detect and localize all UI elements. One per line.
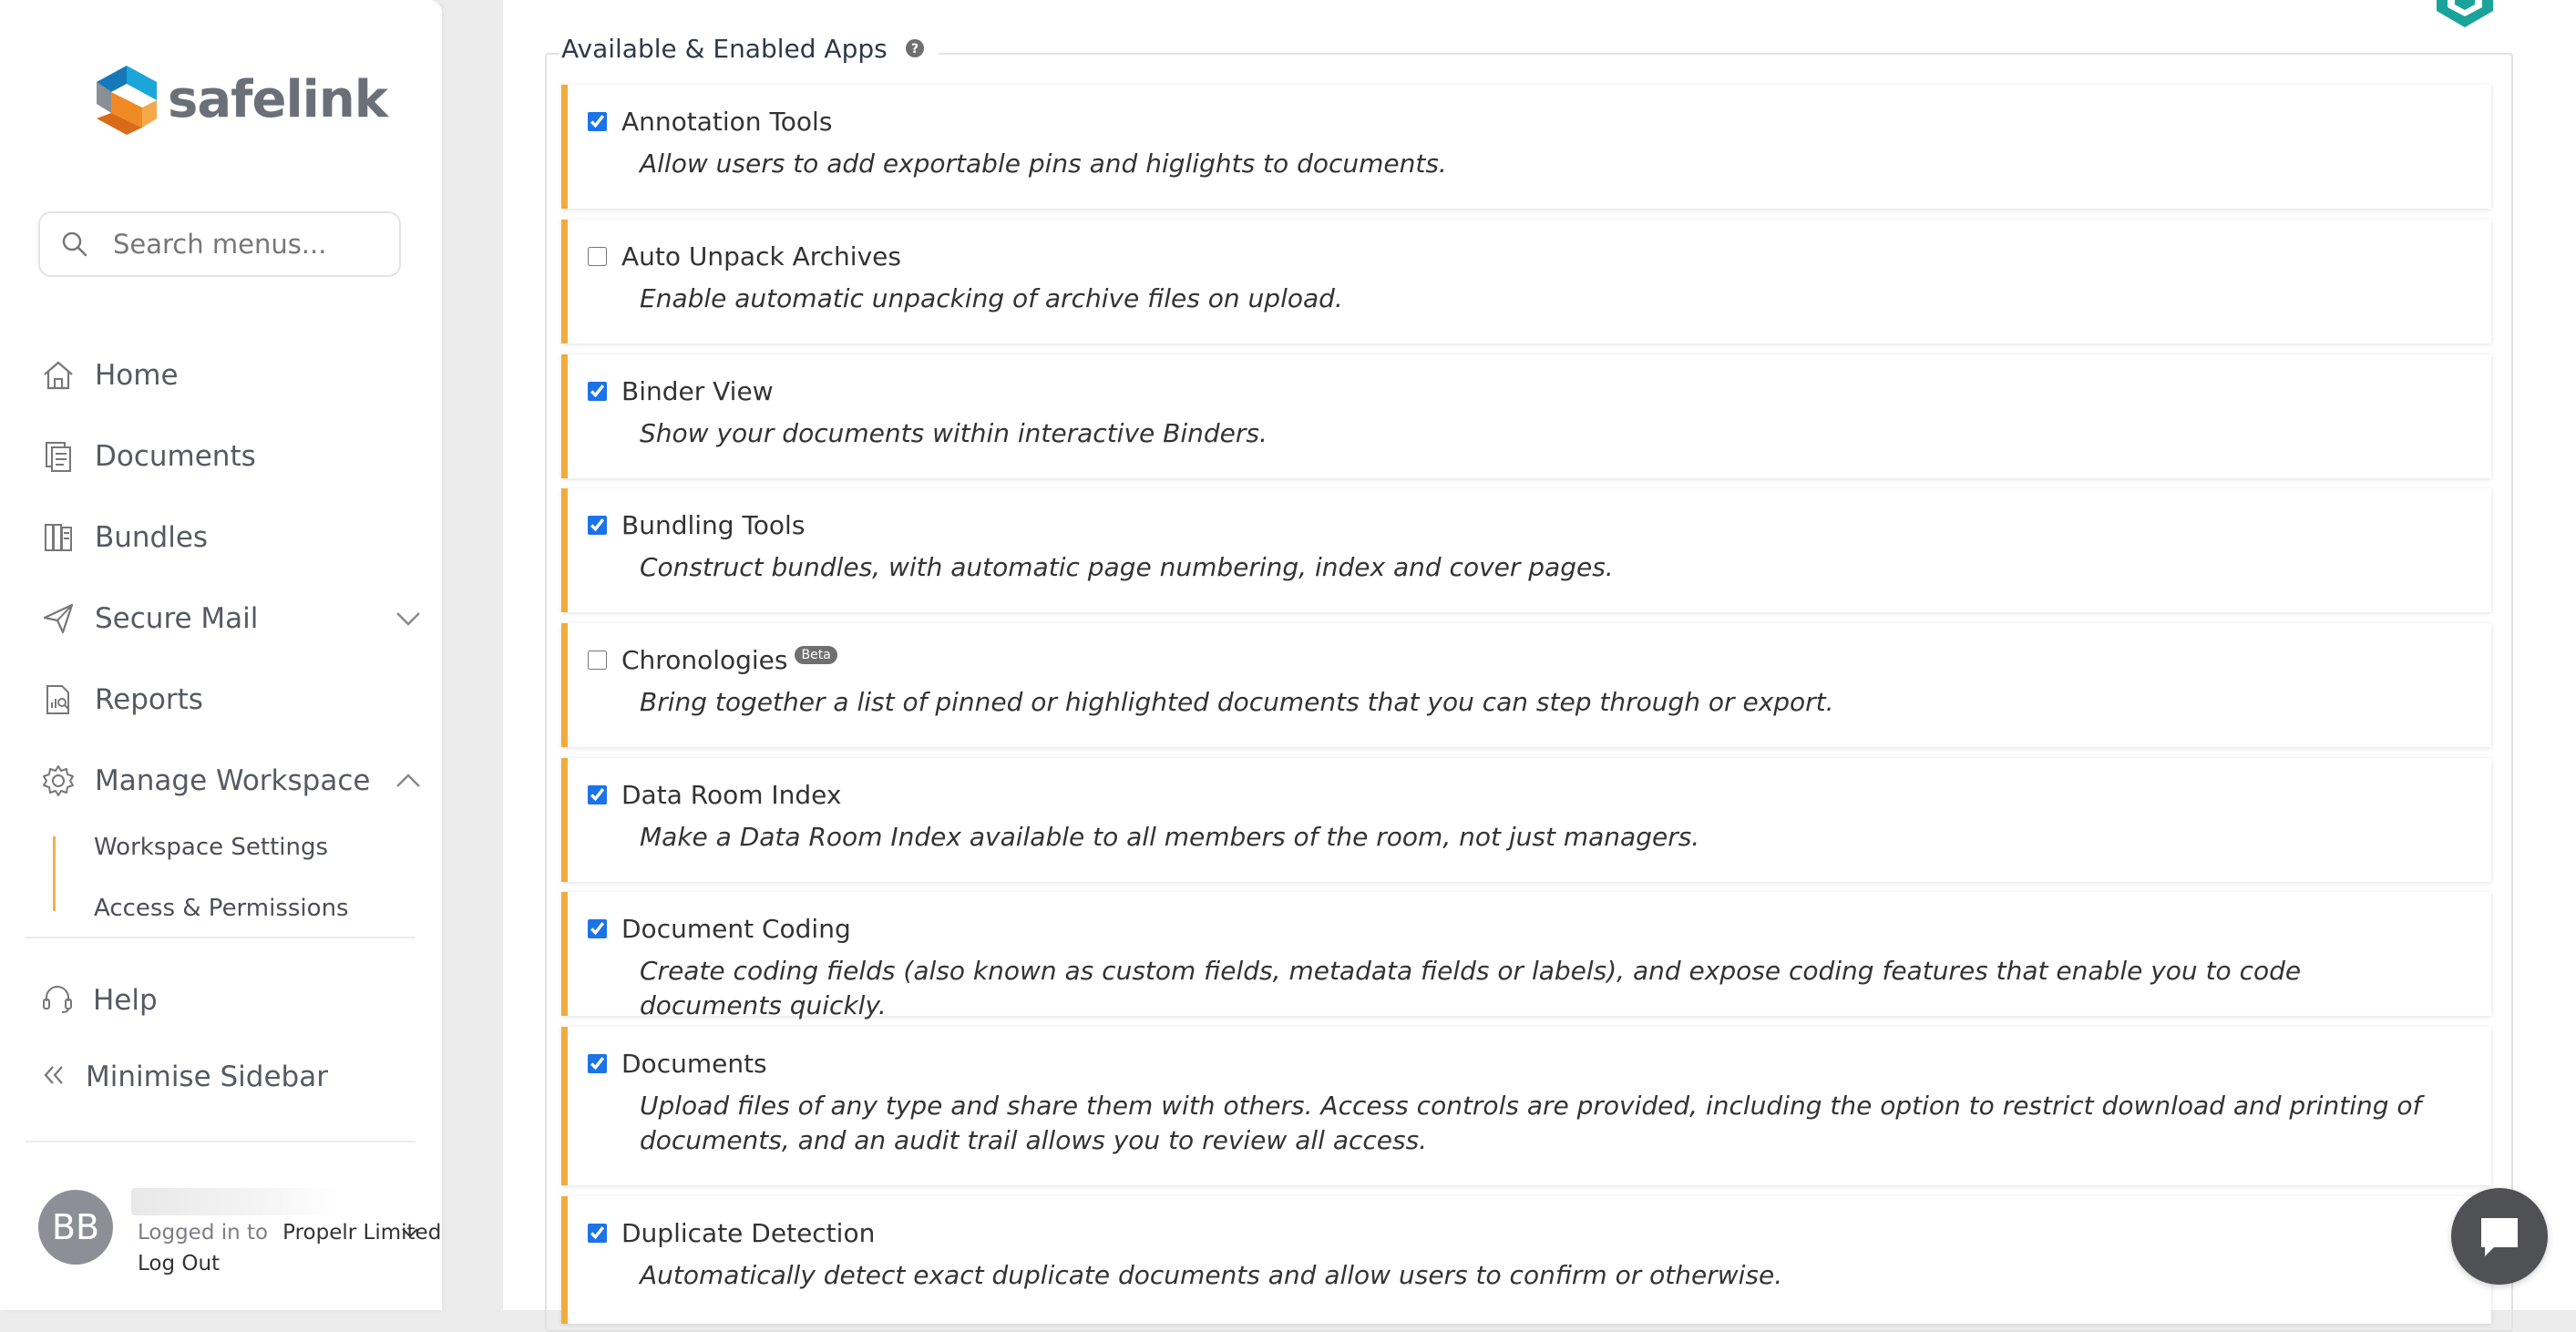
user-name-redacted: [131, 1188, 341, 1215]
home-icon: [40, 357, 77, 394]
app-description: Bring together a list of pinned or highlighted documents that you can step through or export.: [640, 687, 1834, 717]
search-box[interactable]: [38, 211, 401, 277]
headset-icon: [40, 981, 75, 1019]
app-enable-checkbox[interactable]: [588, 919, 607, 938]
chat-icon: [2474, 1211, 2525, 1262]
nav-workspace-settings[interactable]: Workspace Settings: [94, 834, 329, 861]
question-circle-icon[interactable]: [904, 37, 926, 59]
app-description: Automatically detect exact duplicate documents and allow users to confirm or otherwise.: [640, 1260, 1783, 1290]
main-content: [503, 0, 2576, 1310]
nav-secure-mail-label: Secure Mail: [95, 602, 259, 635]
nav-reports[interactable]: [40, 672, 423, 727]
manage-workspace-submenu: [53, 834, 420, 922]
section-title: Available & Enabled Apps: [561, 33, 888, 64]
bundles-icon: [40, 519, 77, 556]
logout-link[interactable]: Log Out: [138, 1252, 221, 1276]
minimise-sidebar-button[interactable]: [40, 1050, 328, 1104]
app-badge-icon: [2433, 0, 2497, 27]
sidebar: [0, 0, 442, 1310]
nav-manage-workspace-label: Manage Workspace: [95, 764, 371, 797]
app-description: Make a Data Room Index available to all members of the room, not just managers.: [640, 822, 1700, 852]
app-title: Annotation Tools: [621, 107, 833, 137]
double-chevron-left-icon: [40, 1061, 67, 1092]
chat-button[interactable]: [2451, 1188, 2548, 1285]
app-title: Duplicate Detection: [621, 1218, 876, 1248]
minimise-sidebar-label: Minimise Sidebar: [86, 1060, 328, 1093]
app-title: Document Coding: [621, 914, 851, 944]
reports-icon: [40, 681, 77, 718]
chevron-down-icon[interactable]: [394, 604, 423, 633]
avatar[interactable]: BB: [38, 1190, 113, 1265]
app-enable-checkbox[interactable]: [588, 382, 607, 401]
brand-name: safelink: [168, 69, 387, 129]
app-enable-checkbox[interactable]: [588, 785, 607, 804]
nav-bundles-label: Bundles: [95, 521, 209, 554]
app-card: [561, 1027, 2491, 1185]
app-card-header: [588, 107, 832, 137]
app-enable-checkbox[interactable]: [588, 1054, 607, 1073]
app-title: Auto Unpack Archives: [621, 241, 901, 272]
safelink-logo-icon: [93, 62, 160, 137]
nav-access-permissions[interactable]: Access & Permissions: [94, 895, 349, 922]
app-description: Enable automatic unpacking of archive files on upload.: [640, 283, 1343, 313]
nav-help[interactable]: [40, 973, 158, 1028]
app-card: [561, 85, 2491, 209]
search-icon: [60, 230, 89, 259]
documents-icon: [40, 438, 77, 475]
app-description: Create coding fields (also known as custom fields, metadata fields or labels), and expose coding features that enable you to code documents quickly.: [640, 956, 2302, 1020]
app-card: [561, 1196, 2491, 1324]
app-card-header: [588, 914, 851, 944]
apps-legend: [559, 33, 939, 64]
app-description: Allow users to add exportable pins and higlights to documents.: [640, 149, 1447, 179]
app-card: [561, 892, 2491, 1020]
app-card-header: [588, 376, 774, 406]
app-card-header: [588, 645, 837, 675]
svg-text:?: ?: [910, 42, 919, 56]
organisation-name: Propelr Limited: [282, 1221, 442, 1245]
nav-help-label: Help: [93, 984, 158, 1017]
nav-reports-label: Reports: [95, 683, 203, 716]
chevron-up-icon[interactable]: [394, 766, 423, 795]
nav-home[interactable]: [40, 348, 423, 403]
app-description: Show your documents within interactive Binders.: [640, 418, 1267, 448]
app-card: [561, 488, 2491, 612]
sidebar-divider: [26, 937, 416, 938]
send-icon: [40, 600, 77, 637]
beta-badge: Beta: [795, 646, 836, 664]
nav-secure-mail[interactable]: [40, 591, 423, 646]
workspace-switcher[interactable]: [138, 1221, 442, 1245]
app-title: Bundling Tools: [621, 510, 806, 540]
nav-manage-workspace[interactable]: [40, 753, 423, 808]
app-title: Data Room Index: [621, 780, 842, 810]
app-card-header: [588, 241, 901, 272]
app-card: [561, 758, 2491, 882]
safelink-logo[interactable]: [93, 60, 387, 138]
app-card: [561, 623, 2491, 747]
nav-documents-label: Documents: [95, 440, 256, 473]
app-description: Upload files of any type and share them with others. Access controls are provided, including the option to restrict download and printing of documents, and an audit trail allows you to review all access.: [640, 1091, 2422, 1155]
app-card: [561, 220, 2491, 343]
app-title: Binder View: [621, 376, 774, 406]
nav-home-label: Home: [95, 359, 179, 392]
nav-documents[interactable]: [40, 429, 423, 484]
sidebar-divider-bottom: [26, 1141, 416, 1142]
logged-in-label: Logged in to: [138, 1221, 269, 1245]
app-description: Construct bundles, with automatic page numbering, index and cover pages.: [640, 552, 1614, 582]
app-card-header: [588, 780, 841, 810]
app-enable-checkbox[interactable]: [588, 112, 607, 131]
app-card: [561, 354, 2491, 478]
app-enable-checkbox[interactable]: [588, 1224, 607, 1243]
app-title: Documents: [621, 1049, 767, 1079]
app-title: Chronologies: [621, 645, 788, 675]
app-card-header: [588, 1049, 767, 1079]
app-enable-checkbox[interactable]: [588, 651, 607, 670]
app-card-header: [588, 510, 805, 540]
chevron-down-icon[interactable]: [401, 1226, 419, 1239]
search-input[interactable]: [111, 228, 379, 261]
app-enable-checkbox[interactable]: [588, 516, 607, 535]
app-card-header: [588, 1218, 875, 1248]
gear-icon: [40, 763, 77, 799]
nav-bundles[interactable]: [40, 510, 423, 565]
app-enable-checkbox[interactable]: [588, 247, 607, 266]
